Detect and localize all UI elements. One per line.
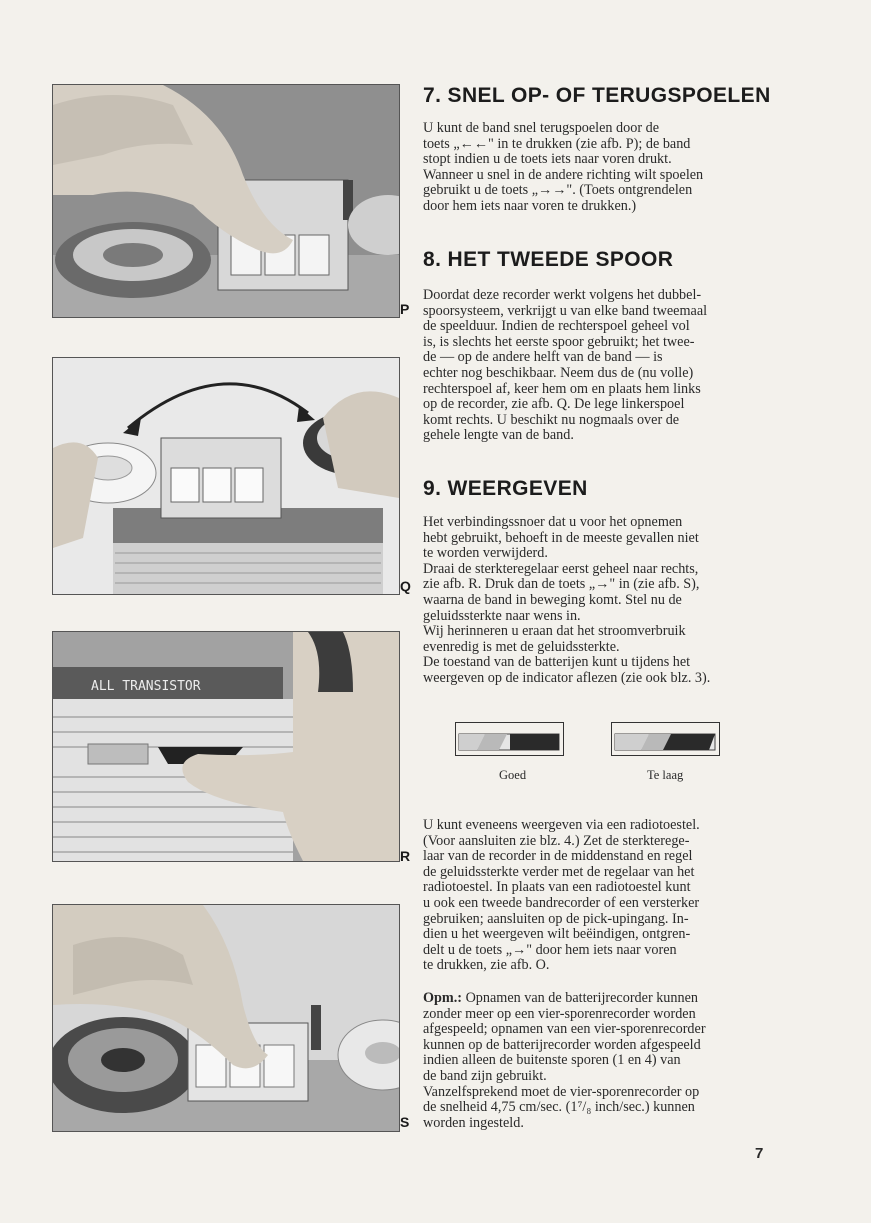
text-line: stopt indien u de toets iets naar voren drukt.	[423, 151, 672, 168]
text-line: afgespeeld; opnamen van een vier-sporenrecorder	[423, 1021, 706, 1038]
text-line: te worden verwijderd.	[423, 545, 548, 562]
text-line: kunnen op de batterijrecorder worden afgespeeld	[423, 1036, 701, 1053]
text-line: echter nog beschikbaar. Neem dus de (nu volle)	[423, 364, 694, 381]
section-7-title: 7. SNEL OP- OF TERUGSPOELEN	[423, 84, 771, 107]
text-line: de band zijn gebruikt.	[423, 1067, 547, 1084]
text-line: spoorsysteem, verkrijgt u van elke band tweemaal	[423, 302, 708, 319]
note-first-line	[423, 991, 767, 1007]
text-line: te drukken, zie afb. O.	[423, 957, 550, 974]
section-8-text	[423, 288, 767, 444]
text-line: u ook een tweede bandrecorder of een versterker	[423, 894, 700, 911]
text-line: Wanneer u snel in de andere richting wilt spoelen	[423, 166, 704, 183]
photo-s-play-key	[52, 904, 400, 1132]
text-line: is, is slechts het eerste spoor gebruikt; het twee-	[423, 333, 695, 350]
text-line: gebruikt u de toets „→→". (Toets ontgrendelen	[423, 182, 693, 199]
photo-r-volume-knob	[52, 631, 400, 862]
text-line: geluidssterkte naar wens in.	[423, 607, 581, 624]
text-line: radiotoestel. In plaats van een radiotoestel kunt	[423, 879, 691, 896]
text-line: worden ingesteld.	[423, 1114, 524, 1131]
text-line: zie afb. R. Druk dan de toets „→" in (zie afb. S),	[423, 576, 700, 593]
note-first-line-rest: Opnamen van de batterijrecorder kunnen	[462, 990, 698, 1006]
text-line: Draai de sterkteregelaar eerst geheel naar rechts,	[423, 560, 699, 577]
text-line: op de recorder, zie afb. Q. De lege linkerspoel	[423, 396, 685, 413]
text-line: indien alleen de buitenste sporen (1 en 4) van	[423, 1052, 681, 1069]
text-line: U kunt eveneens weergeven via een radiotoestel.	[423, 817, 700, 833]
text-line: waarna de band in beweging komt. Stel nu de	[423, 591, 682, 608]
section-7-text	[423, 121, 767, 215]
text-line: de snelheid 4,75 cm/sec. (1⁷/₈ inch/sec.) kunnen	[423, 1099, 695, 1116]
section-8-title: 8. HET TWEEDE SPOOR	[423, 248, 674, 271]
text-line: de speelduur. Indien de rechterspoel geheel vol	[423, 318, 690, 335]
text-line: zonder meer op een vier-sporenrecorder worden	[423, 1005, 696, 1022]
note-paragraph	[423, 991, 767, 1131]
text-line: De toestand van de batterijen kunt u tijdens het	[423, 654, 691, 671]
text-line: gebruiken; aansluiten op de pick-upingang. In-	[423, 910, 689, 927]
note-lead: Opm.:	[423, 990, 463, 1006]
indicator-good	[455, 722, 565, 761]
text-line: Doordat deze recorder werkt volgens het dubbel-	[423, 287, 702, 303]
text-line: rechterspoel af, keer hem om en plaats hem links	[423, 380, 701, 397]
text-line: hebt gebruikt, behoeft in de meeste gevallen niet	[423, 529, 699, 546]
text-line: Vanzelfsprekend moet de vier-sporenrecorder op	[423, 1083, 700, 1100]
indicator-low	[611, 722, 721, 761]
text-line: de — op de andere helft van de band — is	[423, 349, 663, 366]
figure-label-p: P	[400, 301, 410, 317]
figure-label-q: Q	[400, 578, 411, 594]
text-line: delt u de toets „→" door hem iets naar voren	[423, 941, 677, 958]
section-9-text	[423, 515, 767, 687]
photo-q-swap-reels	[52, 357, 400, 595]
radio-paragraph	[423, 818, 767, 974]
text-line: gehele lengte van de band.	[423, 427, 574, 444]
text-line: door hem iets naar voren te drukken.)	[423, 197, 637, 214]
figure-label-s: S	[400, 1114, 410, 1130]
figure-label-r: R	[400, 848, 411, 864]
text-line: U kunt de band snel terugspoelen door de	[423, 120, 660, 136]
text-line: evenredig is met de geluidssterkte.	[423, 638, 620, 655]
page-number: 7	[755, 1145, 764, 1162]
text-line: Wij herinneren u eraan dat het stroomverbruik	[423, 623, 686, 640]
indicator-low-label: Te laag	[647, 768, 684, 782]
text-line: komt rechts. U beschikt nu nogmaals over de	[423, 411, 680, 428]
text-line: Het verbindingssnoer dat u voor het opnemen	[423, 514, 683, 530]
photo-p-rewind-keys	[52, 84, 400, 318]
transistor-label: ALL TRANSISTOR	[91, 679, 201, 694]
text-line: de geluidssterkte verder met de regelaar van het	[423, 863, 695, 880]
indicator-good-label: Goed	[499, 768, 527, 782]
text-line: (Voor aansluiten zie blz. 4.) Zet de sterkterege-	[423, 832, 690, 849]
text-line: dien u het weergeven wilt beëindigen, ontgren-	[423, 926, 691, 943]
text-line: weergeven op de indicator aflezen (zie ook blz. 3).	[423, 669, 711, 686]
text-line: laar van de recorder in de middenstand en regel	[423, 848, 693, 865]
text-line: toets „←←" in te drukken (zie afb. P); de band	[423, 135, 691, 152]
section-9-title: 9. WEERGEVEN	[423, 477, 588, 500]
